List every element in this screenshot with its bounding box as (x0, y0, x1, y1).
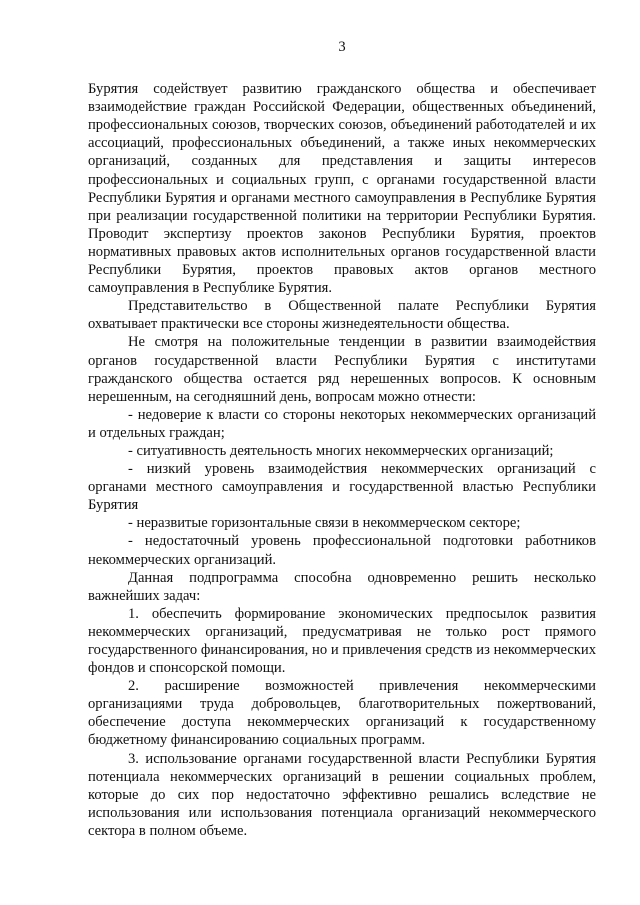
paragraph-subprogram-tasks: Данная подпрограмма способна одновременно решить несколько важнейших задач: (88, 569, 596, 604)
list-item-low-interaction: - низкий уровень взаимодействия некоммерческих организаций с органами местного самоуправления и государственной властью Республики Бурятия (88, 461, 596, 514)
paragraph-representation: Представительство в Общественной палате Республики Бурятия охватывает практически все стороны жизнедеятельности общества. (88, 298, 596, 333)
list-item-distrust: - недоверие к власти со стороны некоторых некоммерческих организаций и отдельных граждан; (88, 406, 596, 441)
paragraph-unresolved-issues: Не смотря на положительные тенденции в развитии взаимодействия органов государственной власти Республики Бурятия с институтами гражданского общества остается ряд нерешенных вопросов. К основным нерешенным, на сегодняшний день, вопросам можно отнести: (88, 334, 596, 405)
task-item-2: 2. расширение возможностей привлечения некоммерческими организациями труда добровольцев, благотворительных пожертвований, обеспечение доступа некоммерческих организаций к государственному бюджетному финансированию социальных программ. (88, 678, 596, 749)
document-page (88, 38, 596, 840)
list-item-training-level: - недостаточный уровень профессиональной подготовки работников некоммерческих организаций. (88, 533, 596, 568)
paragraph-civil-society-role: Бурятия содействует развитию гражданского общества и обеспечивает взаимодействие граждан Российской Федерации, общественных объединений, профессиональных союзов, творческих союзов, объединений работодателей и их ассоциаций, профессиональных объединений, а также иных некоммерческих организаций, созданных для представления и защиты интересов профессиональных и социальных групп, с органами государственной власти Республики Бурятия и органами местного самоуправления в Республике Бурятия при реализации государственной политики на территории Республики Бурятия. Проводит экспертизу проектов законов Республики Бурятия, проектов нормативных правовых актов исполнительных органов государственной власти Республики Бурятия, проектов правовых актов органов местного самоуправления в Республике Бурятия. (88, 81, 596, 297)
task-item-3: 3. использование органами государственной власти Республики Бурятия потенциала некоммерческих организаций в решении социальных проблем, которые до сих пор недостаточно эффективно решались вследствие не использования или использования потенциала организаций некоммерческого сектора в полном объеме. (88, 750, 596, 839)
page-number: 3 (338, 39, 346, 55)
list-item-situational-activity: - ситуативность деятельность многих некоммерческих организаций; (128, 442, 554, 459)
task-item-1: 1. обеспечить формирование экономических предпосылок развития некоммерческих организаций, предусматривая не только рост прямого государственного финансирования, но и привлечения средств из некоммерческих фондов и спонсорской помощи. (88, 605, 596, 677)
list-item-horizontal-links: - неразвитые горизонтальные связи в некоммерческом секторе; (128, 515, 521, 532)
